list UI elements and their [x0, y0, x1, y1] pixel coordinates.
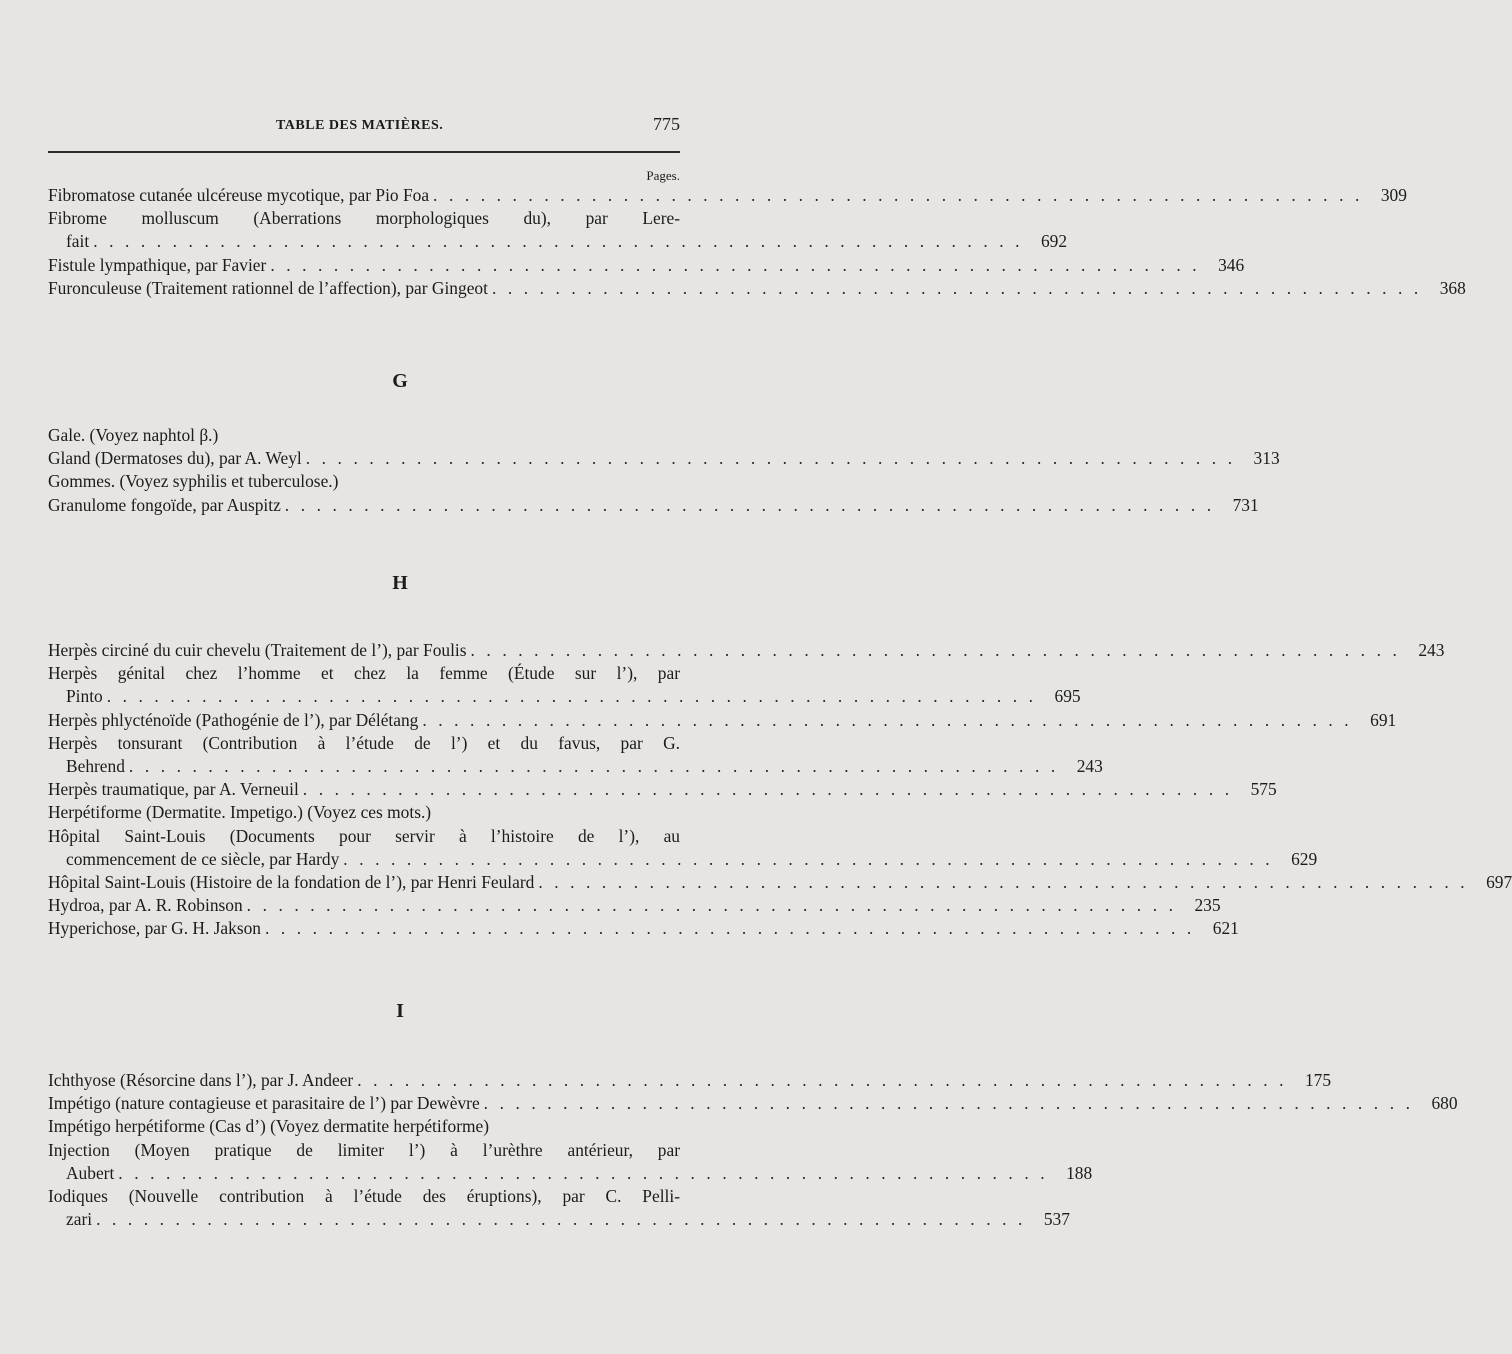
- entry-page: 309: [1380, 185, 1407, 205]
- entry-page: 188: [1066, 1162, 1093, 1183]
- index-entry: [48, 424, 680, 447]
- page-number: 775: [653, 114, 680, 134]
- entry-text: Herpès génital chez l’homme et chez la femme (Étude sur l’), par: [48, 663, 680, 684]
- dot-leader: . . . . . . . . . . . . . . . . . . . . . . . . . . . . . . . . . . . . . . . . . . . . . . . . . . . . . . . . . . .: [270, 254, 1201, 275]
- entry-text: Gommes. (Voyez syphilis et tuberculose.): [48, 471, 339, 492]
- entry-text-continued: commencement de ce siècle, par Hardy: [66, 848, 340, 869]
- index-entry: [48, 825, 1318, 871]
- index-entry: [48, 871, 1512, 894]
- entry-page: 680: [1431, 1093, 1458, 1114]
- entry-text: Fibrome molluscum (Aberrations morphologiques du), par Lere-: [48, 208, 680, 229]
- index-entry: [48, 277, 1466, 300]
- dot-leader: . . . . . . . . . . . . . . . . . . . . . . . . . . . . . . . . . . . . . . . . . . . . . . . . . . . . . . . . . . .: [264, 918, 1195, 939]
- entry-page: 731: [1232, 494, 1259, 515]
- header-rule: [48, 151, 680, 153]
- entry-text: Hôpital Saint-Louis (Documents pour servir à l’histoire de l’), au: [48, 825, 680, 846]
- section-letter-i: I: [396, 1000, 404, 1022]
- entry-text: Hyperichose, par G. H. Jakson: [48, 918, 261, 939]
- entry-text: Granulome fongoïde, par Auspitz: [48, 494, 281, 515]
- index-entry: [48, 801, 680, 824]
- section-h: [48, 639, 1512, 940]
- dot-leader: . . . . . . . . . . . . . . . . . . . . . . . . . . . . . . . . . . . . . . . . . . . . . . . . . . . . . . . . . . .: [93, 231, 1024, 252]
- entry-text: Gland (Dermatoses du), par A. Weyl: [48, 448, 302, 469]
- entry-text: Impétigo (nature contagieuse et parasitaire de l’) par Dewèvre: [48, 1093, 480, 1114]
- index-entry: [48, 447, 1280, 470]
- entry-text: Herpétiforme (Dermatite. Impetigo.) (Voyez ces mots.): [48, 802, 432, 823]
- index-entry: [48, 894, 1221, 917]
- entry-page: 313: [1253, 448, 1280, 469]
- entry-page: 691: [1370, 709, 1397, 730]
- entry-page: 368: [1439, 277, 1466, 298]
- section-g: [48, 424, 1280, 517]
- dot-leader: . . . . . . . . . . . . . . . . . . . . . . . . . . . . . . . . . . . . . . . . . . . . . . . . . . . . . . . . . . .: [128, 755, 1059, 776]
- entry-page: 537: [1043, 1209, 1070, 1230]
- entry-text: Fistule lympathique, par Favier: [48, 254, 267, 275]
- section-f: [48, 184, 1466, 300]
- entry-text: Herpès traumatique, par A. Verneuil: [48, 779, 299, 800]
- dot-leader: . . . . . . . . . . . . . . . . . . . . . . . . . . . . . . . . . . . . . . . . . . . . . . . . . . . . . . . . . . .: [302, 779, 1233, 800]
- index-entry: [48, 207, 1068, 253]
- index-entry: [48, 494, 1259, 517]
- entry-page: 697: [1486, 871, 1512, 892]
- entry-text: Injection (Moyen pratique de limiter l’) à l’urèthre antérieur, par: [48, 1139, 680, 1160]
- dot-leader: . . . . . . . . . . . . . . . . . . . . . . . . . . . . . . . . . . . . . . . . . . . . . . . . . . . . . . . . . . .: [343, 848, 1274, 869]
- dot-leader: . . . . . . . . . . . . . . . . . . . . . . . . . . . . . . . . . . . . . . . . . . . . . . . . . . . . . . . . . . .: [491, 277, 1422, 298]
- index-entry: [48, 709, 1397, 732]
- index-entry: [48, 639, 1445, 662]
- entry-text: Impétigo herpétiforme (Cas d’) (Voyez dermatite herpétiforme): [48, 1116, 490, 1137]
- dot-leader: . . . . . . . . . . . . . . . . . . . . . . . . . . . . . . . . . . . . . . . . . . . . . . . . . . . . . . . . . . .: [246, 895, 1177, 916]
- index-entry: [48, 1185, 1070, 1231]
- index-entry: [48, 1092, 1458, 1115]
- index-entry: [48, 662, 1081, 708]
- running-head-title: TABLE DES MATIÈRES.: [276, 118, 444, 133]
- index-entry: [48, 254, 1245, 277]
- dot-leader: . . . . . . . . . . . . . . . . . . . . . . . . . . . . . . . . . . . . . . . . . . . . . . . . . . . . . . . . . . .: [118, 1162, 1049, 1183]
- entry-text-continued: Behrend: [66, 755, 125, 776]
- entry-text-continued: Pinto: [66, 686, 103, 707]
- entry-page: 346: [1218, 254, 1245, 275]
- index-entry: [48, 917, 1239, 940]
- entry-text: Hydroa, par A. R. Robinson: [48, 895, 243, 916]
- entry-page: 629: [1291, 848, 1318, 869]
- entry-page: 695: [1054, 686, 1081, 707]
- dot-leader: . . . . . . . . . . . . . . . . . . . . . . . . . . . . . . . . . . . . . . . . . . . . . . . . . . . . . . . . . . .: [422, 709, 1353, 730]
- dot-leader: . . . . . . . . . . . . . . . . . . . . . . . . . . . . . . . . . . . . . . . . . . . . . . . . . . . . . . . . . . .: [305, 448, 1236, 469]
- dot-leader: . . . . . . . . . . . . . . . . . . . . . . . . . . . . . . . . . . . . . . . . . . . . . . . . . . . . . . . . . . .: [357, 1070, 1288, 1090]
- dot-leader: . . . . . . . . . . . . . . . . . . . . . . . . . . . . . . . . . . . . . . . . . . . . . . . . . . . . . . . . . . .: [96, 1209, 1026, 1230]
- entry-text: Herpès circiné du cuir chevelu (Traitement de l’), par Foulis: [48, 640, 467, 660]
- entry-text: Furonculeuse (Traitement rationnel de l’affection), par Gingeot: [48, 277, 488, 298]
- index-entry: [48, 778, 1277, 801]
- dot-leader: . . . . . . . . . . . . . . . . . . . . . . . . . . . . . . . . . . . . . . . . . . . . . . . . . . . . . . . . . . .: [284, 494, 1215, 515]
- entry-text-continued: fait: [66, 231, 90, 252]
- section-letter-h: H: [392, 572, 408, 594]
- pages-column-label: Pages.: [646, 168, 680, 183]
- entry-text: Herpès phlycténoïde (Pathogénie de l’), par Délétang: [48, 709, 419, 730]
- entry-text-continued: zari: [66, 1209, 93, 1230]
- entry-page: 243: [1418, 640, 1445, 660]
- entry-text: Fibromatose cutanée ulcéreuse mycotique, par Pio Foa: [48, 185, 430, 205]
- entry-page: 621: [1212, 918, 1239, 939]
- section-i: [48, 1069, 1458, 1231]
- entry-text: Iodiques (Nouvelle contribution à l’étude des éruptions), par C. Pelli-: [48, 1185, 680, 1206]
- index-entry: [48, 1115, 680, 1138]
- dot-leader: . . . . . . . . . . . . . . . . . . . . . . . . . . . . . . . . . . . . . . . . . . . . . . . . . . . . . . . . . . .: [483, 1093, 1414, 1114]
- index-entry: [48, 470, 680, 493]
- running-head: [0, 114, 800, 138]
- entry-page: 692: [1040, 231, 1068, 252]
- index-entry: [48, 184, 1407, 207]
- section-letter-g: G: [392, 370, 408, 392]
- entry-page: 235: [1194, 895, 1221, 916]
- index-entry: [48, 1069, 1332, 1092]
- index-entry: [48, 1139, 1093, 1185]
- entry-page: 243: [1076, 755, 1103, 776]
- dot-leader: . . . . . . . . . . . . . . . . . . . . . . . . . . . . . . . . . . . . . . . . . . . . . . . . . . . . . . . . . . .: [106, 686, 1037, 707]
- entry-text-continued: Aubert: [66, 1162, 115, 1183]
- entry-text: Ichthyose (Résorcine dans l’), par J. Andeer: [48, 1070, 354, 1090]
- entry-page: 575: [1250, 779, 1277, 800]
- dot-leader: . . . . . . . . . . . . . . . . . . . . . . . . . . . . . . . . . . . . . . . . . . . . . . . . . . . . . . . . . . .: [433, 185, 1363, 205]
- dot-leader: . . . . . . . . . . . . . . . . . . . . . . . . . . . . . . . . . . . . . . . . . . . . . . . . . . . . . . . . . . .: [538, 871, 1469, 892]
- entry-text: Herpès tonsurant (Contribution à l’étude de l’) et du favus, par G.: [48, 732, 680, 753]
- entry-text: Hôpital Saint-Louis (Histoire de la fondation de l’), par Henri Feulard: [48, 871, 535, 892]
- entry-page: 175: [1304, 1070, 1332, 1090]
- entry-text: Gale. (Voyez naphtol β.): [48, 425, 219, 445]
- index-entry: [48, 732, 1103, 778]
- dot-leader: . . . . . . . . . . . . . . . . . . . . . . . . . . . . . . . . . . . . . . . . . . . . . . . . . . . . . . . . . . .: [470, 640, 1401, 660]
